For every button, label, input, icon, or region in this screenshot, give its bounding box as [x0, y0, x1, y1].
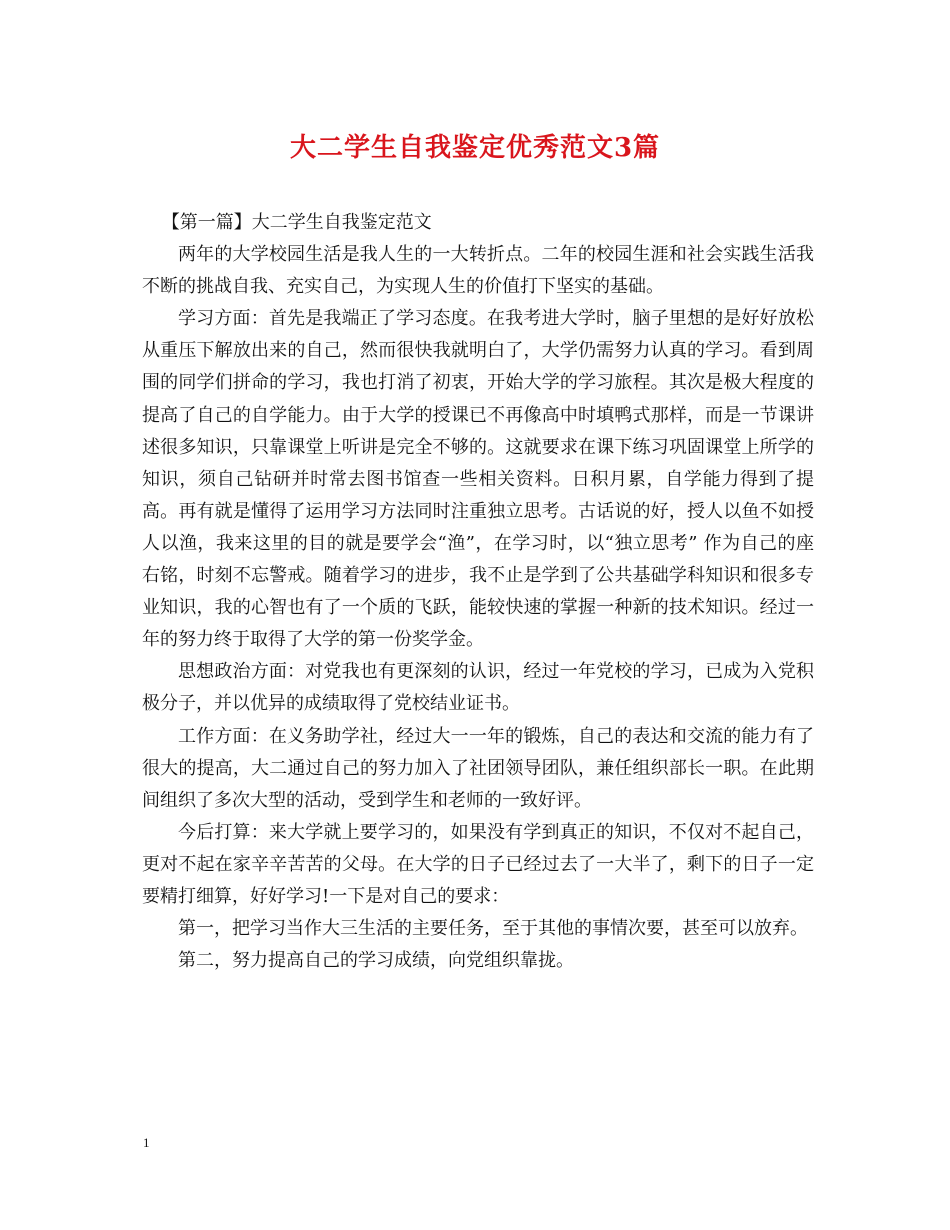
section-heading: 【第一篇】大二学生自我鉴定范文 [161, 212, 432, 233]
paragraph-politics: 思想政治方面：对党我也有更深刻的认识，经过一年党校的学习，已成为入党积极分子，并以优异的成绩取得了党校结业证书。 [142, 661, 814, 715]
document-body [142, 207, 814, 977]
paragraph-intro: 两年的大学校园生活是我人生的一大转折点。二年的校园生涯和社会实践生活我不断的挑战自我、充实自己，为实现人生的价值打下坚实的基础。 [142, 244, 814, 298]
paragraph-study: 学习方面：首先是我端正了学习态度。在我考进大学时，脑子里想的是好好放松从重压下解放出来的自己，然而很快我就明白了，大学仍需努力认真的学习。看到周围的同学们拼命的学习，我也打消了初衷，开始大学的学习旅程。其次是极大程度的提高了自己的自学能力。由于大学的授课已不再像高中时填鸭式那样，而是一节课讲述很多知识，只靠课堂上听讲是完全不够的。这就要求在课下练习巩固课堂上所学的知识，须自己钻研并时常去图书馆查一些相关资料。日积月累，自学能力得到了提高。再有就是懂得了运用学习方法同时注重独立思考。古话说的好，授人以鱼不如授人以渔，我来这里的目的就是要学会“渔”，在学习时，以“独立思考” 作为自己的座右铭，时刻不忘警戒。随着学习的进步，我不止是学到了公共基础学科知识和很多专业知识，我的心智也有了一个质的飞跃，能较快速的掌握一种新的技术知识。经过一年的努力终于取得了大学的第一份奖学金。 [142, 308, 814, 651]
page-number: 1 [143, 1135, 150, 1150]
paragraph-goal-2: 第二，努力提高自己的学习成绩，向党组织靠拢。 [178, 950, 574, 972]
paragraph-goal-1: 第一，把学习当作大三生活的主要任务，至于其他的事情次要，甚至可以放弃。 [178, 918, 808, 940]
paragraph-plans: 今后打算：来大学就上要学习的，如果没有学到真正的知识，不仅对不起自己，更对不起在家辛辛苦苦的父母。在大学的日子已经过去了一大半了，剩下的日子一定要精打细算，好好学习!一下是对自己的要求： [142, 821, 814, 907]
document-title: 大二学生自我鉴定优秀范文3篇 [289, 133, 661, 163]
paragraph-work: 工作方面：在义务助学社，经过大一一年的锻炼，自己的表达和交流的能力有了很大的提高，大二通过自己的努力加入了社团领导团队，兼任组织部长一职。在此期间组织了多次大型的活动，受到学生和老师的一致好评。 [142, 725, 814, 811]
